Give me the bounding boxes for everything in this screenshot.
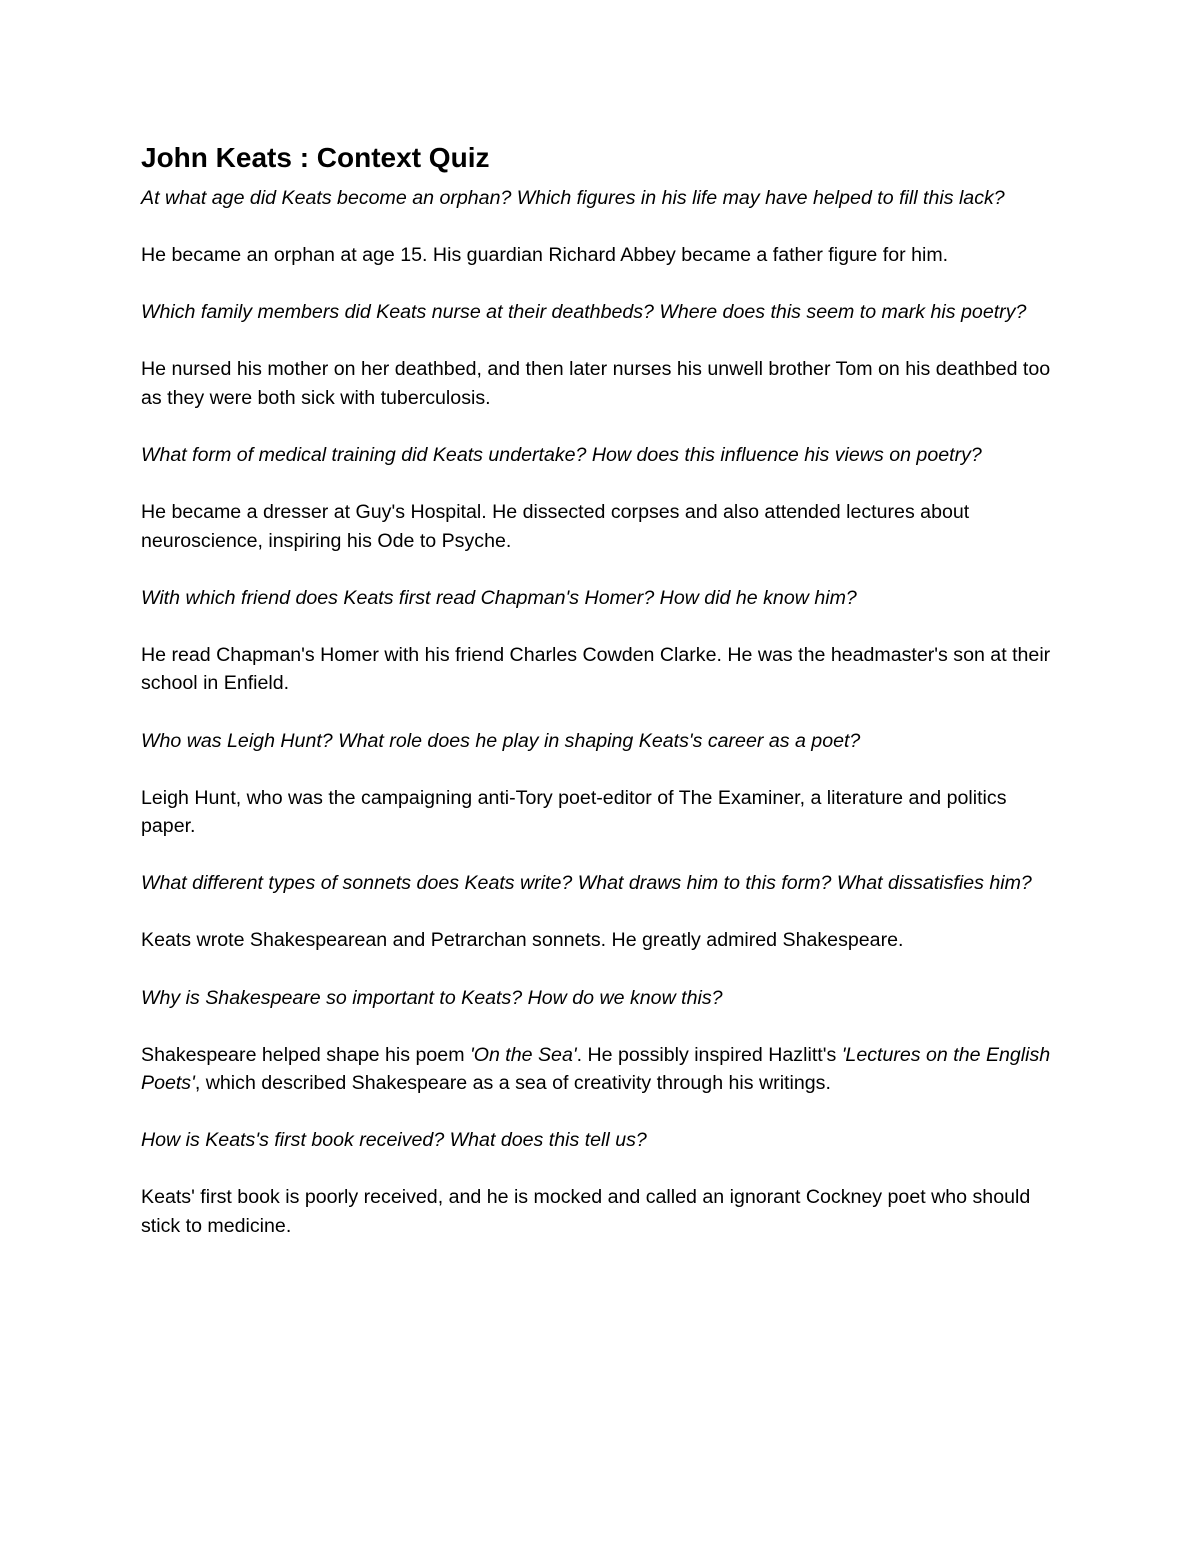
quiz-question: With which friend does Keats first read Chapman's Homer? How did he know him? xyxy=(141,586,857,609)
answer-text: He became a dresser at Guy's Hospital. He dissected corpses and also attended lectures about neuroscience, inspiring his Ode to Psyche. xyxy=(141,501,970,552)
answer-text: He read Chapman's Homer with his friend Charles Cowden Clarke. He was the headmaster's son at their school in Enfield. xyxy=(141,643,1051,695)
quiz-answer xyxy=(141,926,1059,955)
qa-list xyxy=(141,184,1059,1241)
quiz-question: Which family members did Keats nurse at their deathbeds? Where does this seem to mark his poetry? xyxy=(141,301,1027,324)
answer-text: Keats' first book is poorly received, and he is mocked and called an ignorant Cockney poet who should stick to medicine. xyxy=(141,1186,1031,1237)
answer-text: Shakespeare helped shape his poem xyxy=(141,1043,470,1066)
answer-title-citation: 'Lectures on the English Poets' xyxy=(141,1043,1051,1095)
answer-text: , which described Shakespeare as a sea of creativity through his writings. xyxy=(194,1072,831,1095)
answer-text: Keats wrote Shakespearean and Petrarchan sonnets. He greatly admired Shakespeare. xyxy=(141,929,904,952)
quiz-question: How is Keats's first book received? What does this tell us? xyxy=(141,1129,647,1152)
quiz-question: At what age did Keats become an orphan? Which figures in his life may have helped to fill this lack? xyxy=(141,187,1005,209)
document-page xyxy=(141,138,1059,1269)
quiz-answer xyxy=(141,241,1059,270)
answer-text: He nursed his mother on her deathbed, and then later nurses his unwell brother Tom on his deathbed too as they were both sick with tuberculosis. xyxy=(141,358,1051,409)
quiz-answer xyxy=(141,498,1059,555)
page-title: John Keats : Context Quiz xyxy=(141,142,490,173)
quiz-question: What form of medical training did Keats undertake? How does this influence his views on poetry? xyxy=(141,443,982,466)
answer-title-citation: 'On the Sea' xyxy=(469,1043,577,1066)
quiz-question: Why is Shakespeare so important to Keats? How do we know this? xyxy=(141,986,723,1009)
answer-text: . He possibly inspired Hazlitt's xyxy=(576,1043,842,1066)
answer-text: Leigh Hunt, who was the campaigning anti-Tory poet-editor of The Examiner, a literature and politics paper. xyxy=(141,786,1007,838)
quiz-answer xyxy=(141,355,1059,412)
answer-text: He became an orphan at age 15. His guardian Richard Abbey became a father figure for him. xyxy=(141,244,949,267)
quiz-answer xyxy=(141,1041,1059,1098)
quiz-answer xyxy=(141,641,1059,698)
quiz-question: Who was Leigh Hunt? What role does he play in shaping Keats's career as a poet? xyxy=(141,729,861,752)
quiz-answer xyxy=(141,1183,1059,1240)
quiz-question: What different types of sonnets does Keats write? What draws him to this form? What dissatisfies him? xyxy=(141,872,1032,895)
quiz-answer xyxy=(141,784,1059,841)
